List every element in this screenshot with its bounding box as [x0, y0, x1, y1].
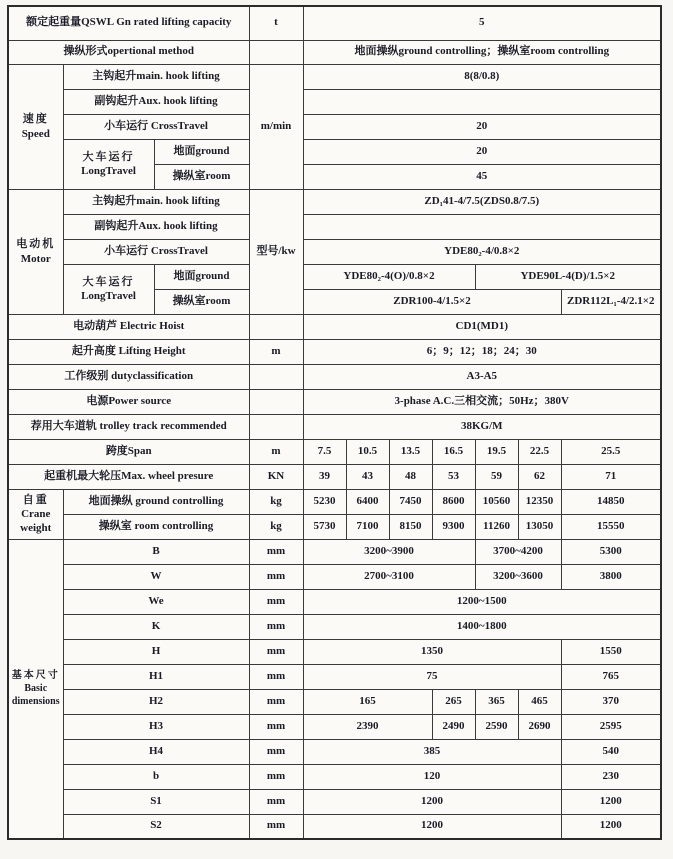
dim-B-value: 3200~3900	[303, 539, 475, 564]
dim-H2-value: 365	[475, 689, 518, 714]
weight-room-value: 15550	[561, 514, 661, 539]
dim-We-label: We	[63, 589, 249, 614]
operational-method-value: 地面操纵ground controlling；操纵室room controlling	[303, 40, 661, 64]
motor-aux-label: 副钩起升Aux. hook lifting	[63, 214, 249, 239]
row-dim-W	[8, 564, 661, 589]
speed-ground-value: 20	[303, 139, 661, 164]
lifting-height-unit: m	[249, 339, 303, 364]
weight-room-value: 9300	[432, 514, 475, 539]
dim-H1-unit: mm	[249, 664, 303, 689]
speed-group-en: Speed	[21, 127, 50, 140]
motor-ground-label: 地面ground	[154, 264, 249, 289]
row-wheel-pressure	[8, 464, 661, 489]
speed-long-zh: 大车运行	[82, 150, 135, 163]
speed-main-value: 8(8/0.8)	[303, 64, 661, 89]
dim-H2-label: H2	[63, 689, 249, 714]
motor-long-travel-label	[63, 264, 154, 314]
row-dim-H2	[8, 689, 661, 714]
dim-S2-label: S2	[63, 814, 249, 839]
row-span	[8, 439, 661, 464]
row-speed-main-hook	[8, 64, 661, 89]
weight-room-value: 8150	[389, 514, 432, 539]
dim-H3-value: 2590	[475, 714, 518, 739]
row-power-source	[8, 389, 661, 414]
dim-H3-unit: mm	[249, 714, 303, 739]
dim-B-label: B	[63, 539, 249, 564]
dim-W-unit: mm	[249, 564, 303, 589]
row-operational-method	[8, 40, 661, 64]
dim-H2-value: 265	[432, 689, 475, 714]
weight-ground-value: 7450	[389, 489, 432, 514]
motor-main-value: ZD₁41-4/7.5(ZDS0.8/7.5)	[303, 189, 661, 214]
speed-long-en: LongTravel	[81, 165, 136, 177]
dim-W-value: 3800	[561, 564, 661, 589]
dim-H4-unit: mm	[249, 739, 303, 764]
operational-method-label: 操纵形式opertional method	[8, 40, 249, 64]
speed-aux-label: 副钩起升Aux. hook lifting	[63, 89, 249, 114]
wheel-value: 53	[432, 464, 475, 489]
dim-S2-unit: mm	[249, 814, 303, 839]
motor-aux-value	[303, 214, 661, 239]
dim-B-unit: mm	[249, 539, 303, 564]
weight-group-en2: weight	[20, 522, 52, 535]
dim-B-value: 5300	[561, 539, 661, 564]
weight-room-value: 7100	[346, 514, 389, 539]
dim-b-value: 120	[303, 764, 561, 789]
wheel-value: 48	[389, 464, 432, 489]
wheel-value: 59	[475, 464, 518, 489]
row-trolley-track	[8, 414, 661, 439]
dim-H4-label: H4	[63, 739, 249, 764]
motor-group-en: Motor	[20, 252, 51, 265]
dim-We-value: 1200~1500	[303, 589, 661, 614]
row-speed-aux-hook	[8, 89, 661, 114]
speed-group-label	[8, 64, 63, 189]
motor-cross-value: YDE80₂-4/0.8×2	[303, 239, 661, 264]
weight-group-zh: 自重	[22, 493, 49, 506]
dim-We-unit: mm	[249, 589, 303, 614]
dim-H2-value: 370	[561, 689, 661, 714]
speed-cross-value: 20	[303, 114, 661, 139]
weight-ground-value: 12350	[518, 489, 561, 514]
span-value: 10.5	[346, 439, 389, 464]
hoist-label: 电动葫芦 Electric Hoist	[8, 314, 249, 339]
lifting-height-value: 6；9；12；18；24；30	[303, 339, 661, 364]
row-rated-capacity	[8, 6, 661, 40]
row-dim-H	[8, 639, 661, 664]
dim-W-value: 3200~3600	[475, 564, 561, 589]
power-value: 3-phase A.C.三相交流；50Hz；380V	[303, 389, 661, 414]
dim-H-value: 1550	[561, 639, 661, 664]
weight-room-label: 操纵室 room controlling	[63, 514, 249, 539]
power-unit	[249, 389, 303, 414]
row-dim-b	[8, 764, 661, 789]
weight-group-en1: Crane	[21, 507, 51, 520]
motor-ground-value-2: YDE90L-4(D)/1.5×2	[475, 264, 661, 289]
weight-ground-label: 地面操纵 ground controlling	[63, 489, 249, 514]
motor-long-en: LongTravel	[81, 290, 136, 302]
row-motor-cross-travel	[8, 239, 661, 264]
speed-long-travel-label	[63, 139, 154, 189]
rated-capacity-label: 额定起重量QSWL Gn rated lifting capacity	[8, 6, 249, 40]
dim-H3-value: 2390	[303, 714, 432, 739]
row-motor-aux-hook	[8, 214, 661, 239]
row-weight-room	[8, 514, 661, 539]
row-dim-H3	[8, 714, 661, 739]
weight-ground-value: 14850	[561, 489, 661, 514]
weight-room-unit: kg	[249, 514, 303, 539]
dim-H1-label: H1	[63, 664, 249, 689]
dim-b-unit: mm	[249, 764, 303, 789]
hoist-unit	[249, 314, 303, 339]
wheel-unit: KN	[249, 464, 303, 489]
row-duty-classification	[8, 364, 661, 389]
operational-method-unit	[249, 40, 303, 64]
dim-S1-value: 1200	[303, 789, 561, 814]
lifting-height-label: 起升高度 Lifting Height	[8, 339, 249, 364]
row-motor-main-hook	[8, 189, 661, 214]
speed-aux-value	[303, 89, 661, 114]
span-value: 7.5	[303, 439, 346, 464]
row-dim-K	[8, 614, 661, 639]
weight-ground-value: 6400	[346, 489, 389, 514]
dims-group-zh: 基本尺寸	[11, 670, 60, 682]
dim-H-label: H	[63, 639, 249, 664]
row-speed-long-travel-ground	[8, 139, 661, 164]
crane-spec-table	[7, 5, 662, 840]
weight-group-label	[8, 489, 63, 539]
motor-long-zh: 大车运行	[82, 275, 135, 288]
duty-value: A3-A5	[303, 364, 661, 389]
span-value: 22.5	[518, 439, 561, 464]
dim-B-value: 3700~4200	[475, 539, 561, 564]
row-dim-H4	[8, 739, 661, 764]
dim-H-unit: mm	[249, 639, 303, 664]
dim-K-value: 1400~1800	[303, 614, 661, 639]
dim-H2-unit: mm	[249, 689, 303, 714]
dim-W-value: 2700~3100	[303, 564, 475, 589]
span-label: 跨度Span	[8, 439, 249, 464]
motor-group-label	[8, 189, 63, 314]
dim-H3-value: 2490	[432, 714, 475, 739]
duty-unit	[249, 364, 303, 389]
dim-S1-label: S1	[63, 789, 249, 814]
weight-room-value: 11260	[475, 514, 518, 539]
hoist-value: CD1(MD1)	[303, 314, 661, 339]
span-value: 16.5	[432, 439, 475, 464]
dim-H4-value: 540	[561, 739, 661, 764]
dim-S1-unit: mm	[249, 789, 303, 814]
row-dim-S1	[8, 789, 661, 814]
track-unit	[249, 414, 303, 439]
motor-room-value-2: ZDR112L₁-4/2.1×2	[561, 289, 661, 314]
track-value: 38KG/M	[303, 414, 661, 439]
dim-H2-value: 465	[518, 689, 561, 714]
dim-H2-value: 165	[303, 689, 432, 714]
weight-room-value: 13050	[518, 514, 561, 539]
dim-S1-value: 1200	[561, 789, 661, 814]
speed-main-label: 主钩起升main. hook lifting	[63, 64, 249, 89]
weight-ground-value: 5230	[303, 489, 346, 514]
span-value: 13.5	[389, 439, 432, 464]
span-unit: m	[249, 439, 303, 464]
dim-K-unit: mm	[249, 614, 303, 639]
rated-capacity-value: 5	[303, 6, 661, 40]
row-motor-long-travel-ground	[8, 264, 661, 289]
track-label: 荐用大车道轨 trolley track recommended	[8, 414, 249, 439]
motor-ground-value-1: YDE80₂-4(O)/0.8×2	[303, 264, 475, 289]
motor-main-label: 主钩起升main. hook lifting	[63, 189, 249, 214]
dims-group-en2: dimensions	[11, 696, 60, 708]
row-lifting-height	[8, 339, 661, 364]
wheel-value: 71	[561, 464, 661, 489]
dim-S2-value: 1200	[561, 814, 661, 839]
wheel-value: 62	[518, 464, 561, 489]
row-dim-We	[8, 589, 661, 614]
row-electric-hoist	[8, 314, 661, 339]
dim-H1-value: 765	[561, 664, 661, 689]
dim-S2-value: 1200	[303, 814, 561, 839]
speed-cross-label: 小车运行 CrossTravel	[63, 114, 249, 139]
speed-unit: m/min	[249, 64, 303, 189]
span-value: 25.5	[561, 439, 661, 464]
wheel-label: 起重机最大轮压Max. wheel presure	[8, 464, 249, 489]
dim-H4-value: 385	[303, 739, 561, 764]
motor-group-zh: 电动机	[16, 238, 56, 251]
weight-ground-unit: kg	[249, 489, 303, 514]
dim-H3-value: 2690	[518, 714, 561, 739]
row-dim-H1	[8, 664, 661, 689]
power-label: 电源Power source	[8, 389, 249, 414]
weight-ground-value: 8600	[432, 489, 475, 514]
speed-ground-label: 地面ground	[154, 139, 249, 164]
span-value: 19.5	[475, 439, 518, 464]
speed-room-value: 45	[303, 164, 661, 189]
dim-H1-value: 75	[303, 664, 561, 689]
duty-label: 工作级别 dutyclassification	[8, 364, 249, 389]
weight-ground-value: 10560	[475, 489, 518, 514]
dim-b-label: b	[63, 764, 249, 789]
motor-room-value-1: ZDR100-4/1.5×2	[303, 289, 561, 314]
row-dim-S2	[8, 814, 661, 839]
dim-K-label: K	[63, 614, 249, 639]
motor-unit: 型号/kw	[249, 189, 303, 314]
speed-room-label: 操纵室room	[154, 164, 249, 189]
row-speed-cross-travel	[8, 114, 661, 139]
wheel-value: 39	[303, 464, 346, 489]
rated-capacity-unit: t	[249, 6, 303, 40]
weight-room-value: 5730	[303, 514, 346, 539]
motor-room-label: 操纵室room	[154, 289, 249, 314]
dim-b-value: 230	[561, 764, 661, 789]
wheel-value: 43	[346, 464, 389, 489]
dim-H3-label: H3	[63, 714, 249, 739]
speed-group-zh: 速度	[22, 113, 49, 126]
dims-group-label	[8, 539, 63, 839]
dim-H-value: 1350	[303, 639, 561, 664]
motor-cross-label: 小车运行 CrossTravel	[63, 239, 249, 264]
dim-W-label: W	[63, 564, 249, 589]
dims-group-en1: Basic	[24, 683, 48, 695]
row-dim-B	[8, 539, 661, 564]
row-weight-ground	[8, 489, 661, 514]
dim-H3-value: 2595	[561, 714, 661, 739]
